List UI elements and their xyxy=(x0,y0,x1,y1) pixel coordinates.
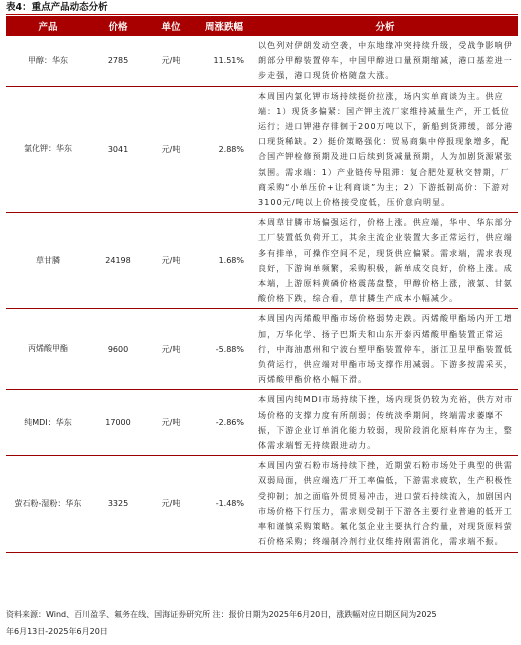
table-header-row xyxy=(6,16,518,36)
product-cell: 甲醇：华东 xyxy=(6,36,90,86)
product-cell: 萤石粉-湿粉：华东 xyxy=(6,456,90,552)
unit-cell: 元/吨 xyxy=(146,86,196,213)
price-cell: 9600 xyxy=(90,309,146,390)
price-cell: 3041 xyxy=(90,86,146,213)
unit-cell: 元/吨 xyxy=(146,456,196,552)
product-cell: 氯化钾：华东 xyxy=(6,86,90,213)
unit-cell: 元/吨 xyxy=(146,36,196,86)
table-row xyxy=(6,36,518,86)
table-title: 表4：重点产品动态分析 xyxy=(6,1,518,15)
product-analysis-table xyxy=(6,16,518,553)
change-cell: 11.51% xyxy=(196,36,252,86)
header-unit: 单位 xyxy=(146,16,196,36)
table-row xyxy=(6,456,518,552)
change-cell: -1.48% xyxy=(196,456,252,552)
analysis-cell: 以色列对伊朗发动空袭，中东地缘冲突持续升级，受战争影响伊朗部分甲醇装置停车，中国甲醇进口量预期缩减，港口基差进一步走强，港口现货价格随盘大涨。 xyxy=(252,36,518,86)
product-cell: 丙烯酸甲酯 xyxy=(6,309,90,390)
price-cell: 24198 xyxy=(90,213,146,309)
change-cell: -2.86% xyxy=(196,390,252,456)
change-cell: 1.68% xyxy=(196,213,252,309)
analysis-cell: 本周国内萤石粉市场持续下挫，近期萤石粉市场处于典型的供需双弱局面，供应端选厂开工率偏低，下游需求疲软，生产积极性受抑制；加之面临外贸贸易冲击，进口萤石持续流入，加剧国内市场价格下行压力，需求则受制于下游各主要行业普遍的低开工率和谨慎采购策略。氟化氢企业主要执行合约量，对现货原料萤石价格采购；终端制冷剂行业仅维持刚需消化，需求端不振。 xyxy=(252,456,518,552)
date-range-line: 年6月13日-2025年6月20日 xyxy=(6,627,108,636)
header-change: 周涨跌幅 xyxy=(196,16,252,36)
table-row xyxy=(6,213,518,309)
change-cell: -5.88% xyxy=(196,309,252,390)
analysis-cell: 本周国内丙烯酸甲酯市场价格弱势走跌。丙烯酸甲酯场内开工增加，万华化学、扬子巴斯夫和山东开泰丙烯酸甲酯装置正常运行，中海油惠州和宁波台塑甲酯装置停车，浙江卫星甲酯装置低负荷运行，供应端对甲酯市场支撑作用减弱。下游多按需采买，丙烯酸甲酯价格小幅下滑。 xyxy=(252,309,518,390)
analysis-cell: 本周草甘膦市场偏强运行，价格上涨。供应端，华中、华东部分工厂装置低负荷开工，其余主流企业装置大多正常运行，供应端多有排单，可操作空间不足，现货供应偏紧。需求端，需求表现良好，下游询单频繁，采购积极，新单成交良好，价格上涨。成本端，上游原料黄磷价格震荡盘整，甲醇价格上涨，液氯、甘氨酸价格下跌，综合看，草甘膦生产成本小幅减少。 xyxy=(252,213,518,309)
table-row xyxy=(6,86,518,213)
price-cell: 3325 xyxy=(90,456,146,552)
price-cell: 17000 xyxy=(90,390,146,456)
source-note xyxy=(6,606,518,640)
unit-cell: 元/吨 xyxy=(146,390,196,456)
price-cell: 2785 xyxy=(90,36,146,86)
source-line: 资料来源：Wind、百川盈孚、氟务在线、国海证券研究所 注：报价日期为2025年6月20日，涨跌幅对应日期区间为2025 xyxy=(6,610,437,619)
product-cell: 纯MDI：华东 xyxy=(6,390,90,456)
analysis-cell: 本周国内氯化钾市场持续挺价拉涨，场内实单商谈为主。供应端：1）现货多偏紧：国产钾主流厂家维持减量生产，开工低位运行；进口钾港存徘徊于200万吨以下，新船到货滞缓，部分港口现货稀缺。2）挺价策略强化：贸易商集中停报现象增多，配合国产钾检修预期及进口后续到货减量预期，人为加剧货源紧张氛围。需求端：1）产业链传导阻滞：复合肥处夏秋交替期，厂商采购“小单压价+让利商谈”为主；2）下游抵制高价：下游对3100元/吨以上价格接受度低，压价意向明显。 xyxy=(252,86,518,213)
change-cell: 2.88% xyxy=(196,86,252,213)
header-price: 价格 xyxy=(90,16,146,36)
product-cell: 草甘膦 xyxy=(6,213,90,309)
header-analysis: 分析 xyxy=(252,16,518,36)
unit-cell: 元/吨 xyxy=(146,213,196,309)
header-product: 产品 xyxy=(6,16,90,36)
unit-cell: 元/吨 xyxy=(146,309,196,390)
analysis-cell: 本周国内纯MDI市场持续下挫，场内现货仍较为充裕，供方对市场价格的支撑力度有所削弱；传统淡季期间，终端需求萎靡不振，下游企业订单消化能力较弱，现阶段消化原料库存为主，整体需求端暂无持续跟进动力。 xyxy=(252,390,518,456)
table-row xyxy=(6,390,518,456)
table-row xyxy=(6,309,518,390)
